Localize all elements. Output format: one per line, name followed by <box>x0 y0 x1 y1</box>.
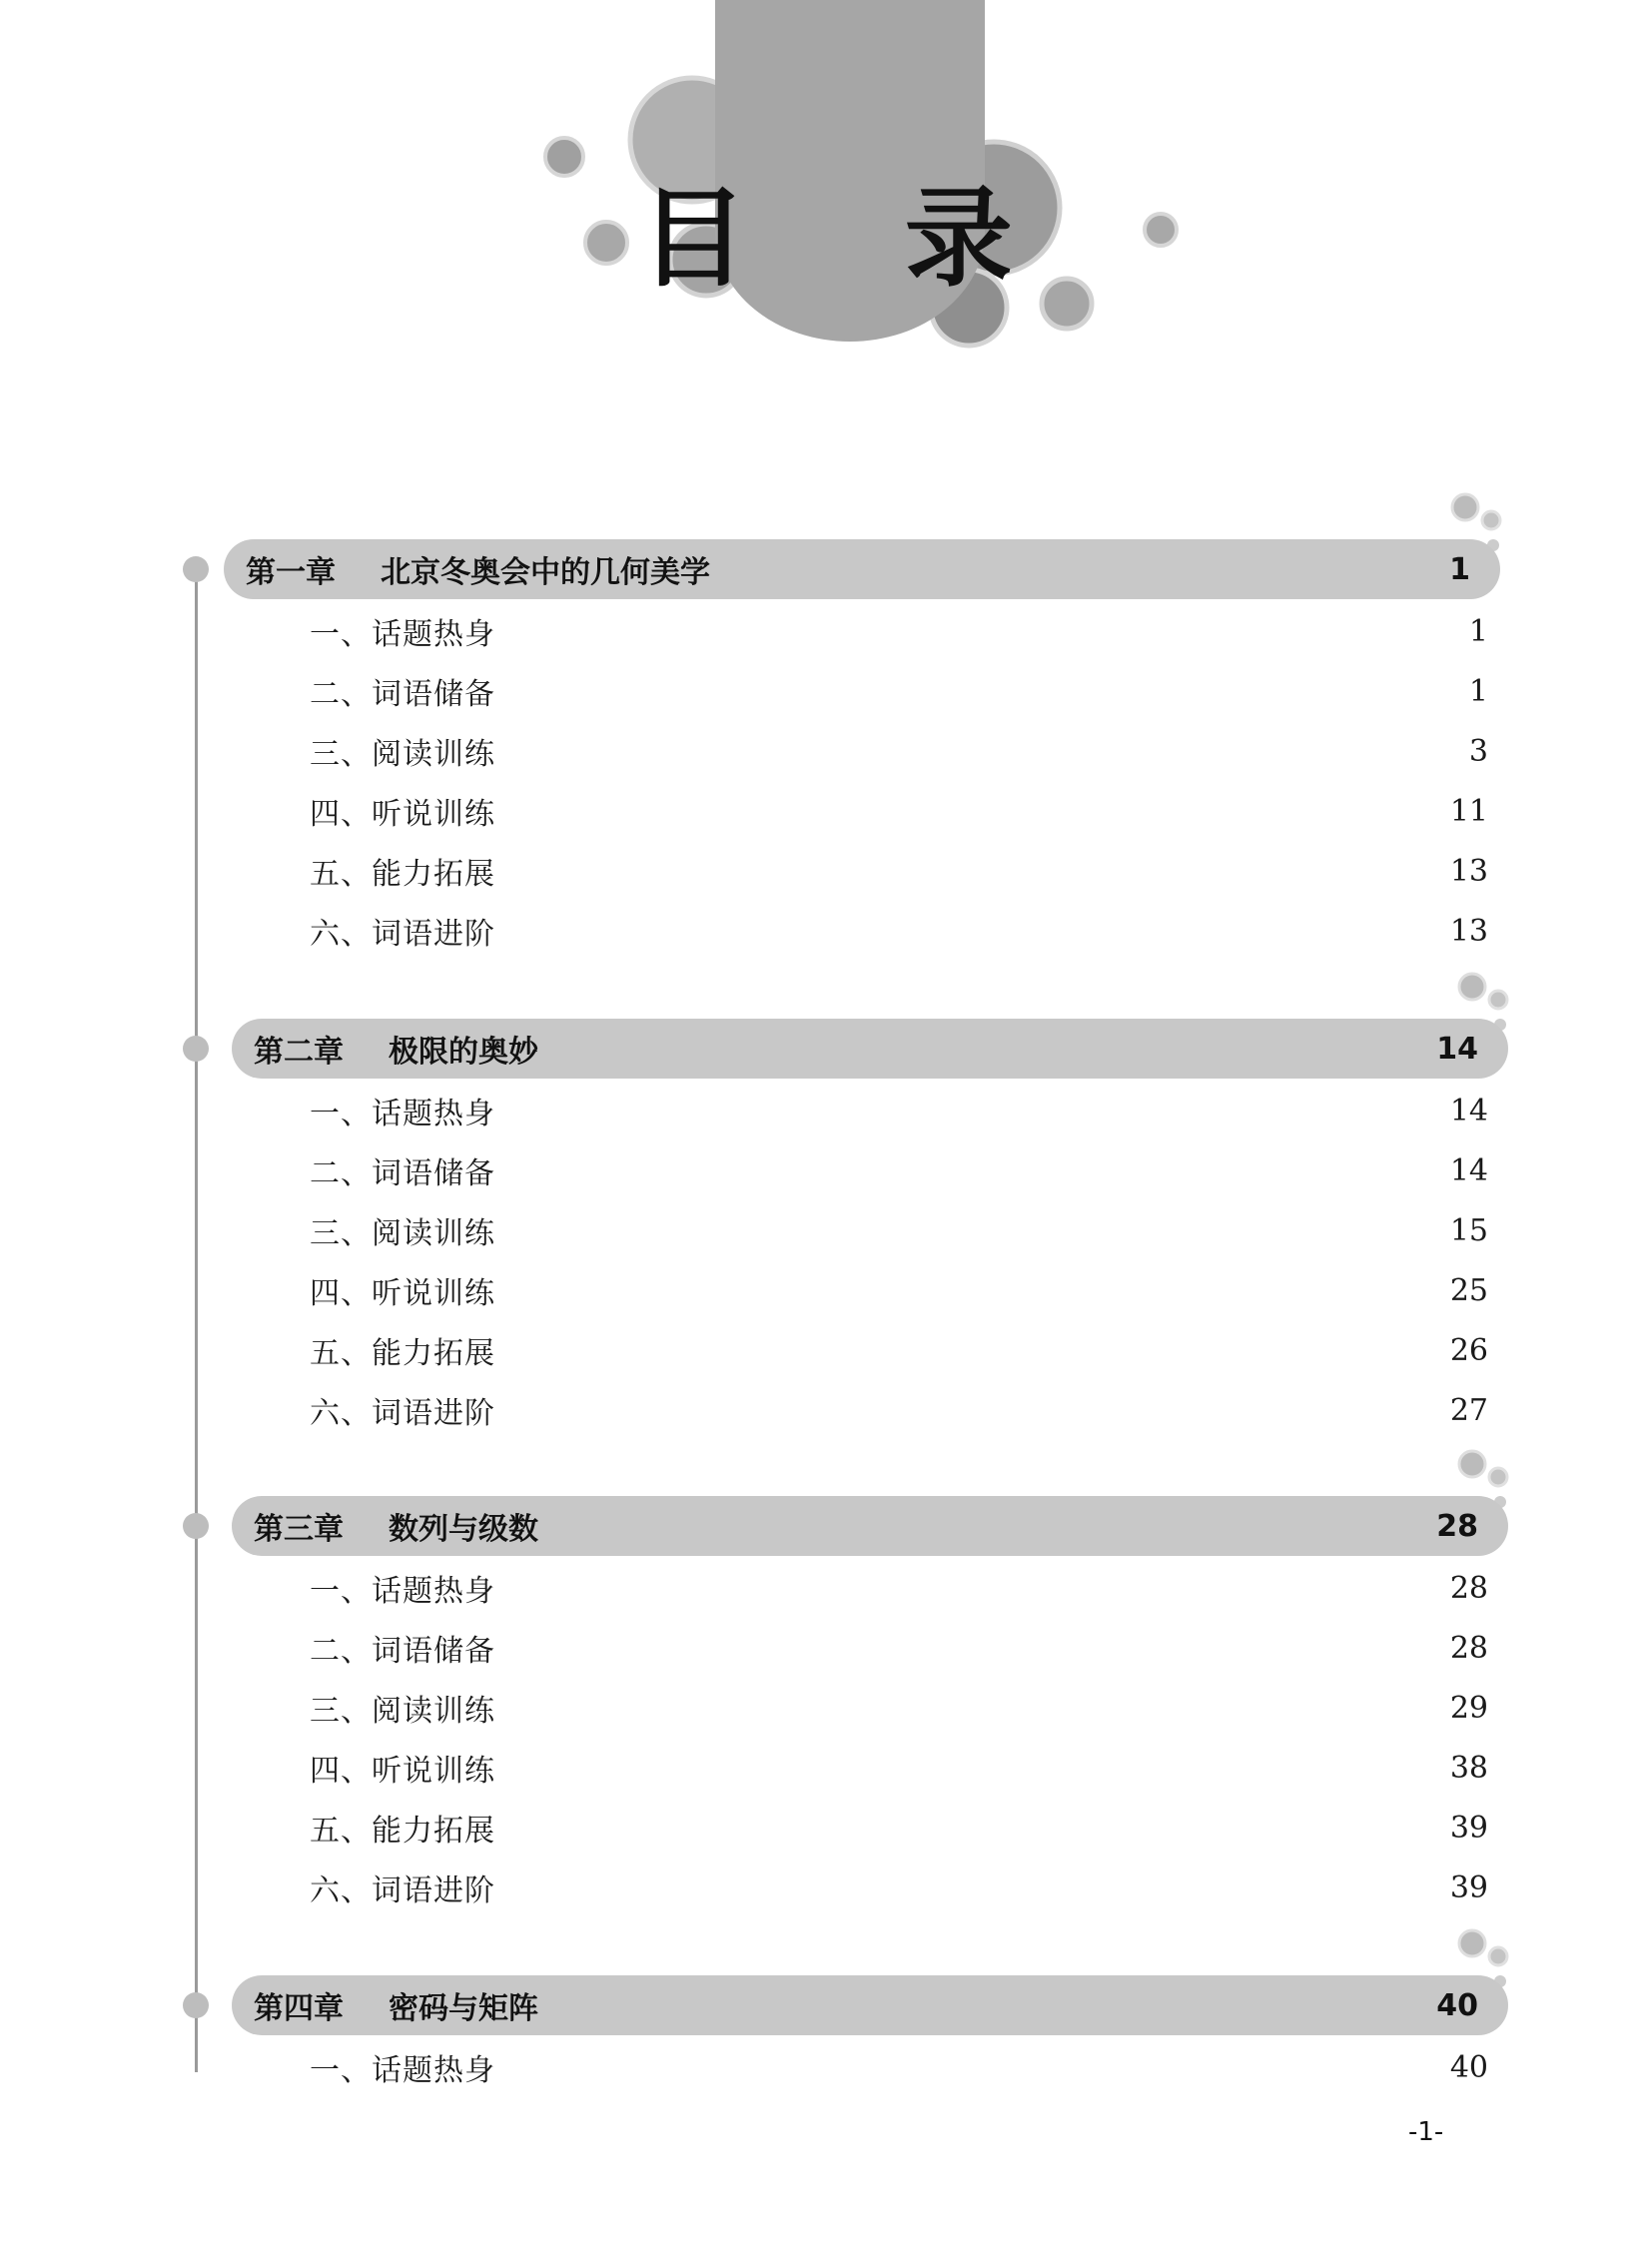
section-page-number: 14 <box>1449 1093 1488 1128</box>
section-label: 四、听说训练 <box>310 797 495 832</box>
section-label: 一、话题热身 <box>310 1097 495 1131</box>
chapter-bullet <box>183 556 209 582</box>
page-title: 目 录 <box>639 177 1073 302</box>
section-row[interactable] <box>310 1328 1488 1372</box>
timeline-line <box>195 559 198 2072</box>
section-row[interactable] <box>310 729 1488 773</box>
chapter-number: 第一章 <box>246 555 336 590</box>
section-label: 二、词语储备 <box>310 1156 495 1191</box>
section-page-number: 27 <box>1449 1392 1488 1428</box>
section-page-number: 40 <box>1449 2049 1488 2085</box>
chapter-page-number: 28 <box>1436 1508 1478 1544</box>
section-row[interactable] <box>310 1208 1488 1252</box>
section-page-number: 26 <box>1449 1332 1488 1368</box>
section-row[interactable] <box>310 1626 1488 1670</box>
section-page-number: 15 <box>1449 1212 1488 1248</box>
section-label: 二、词语储备 <box>310 677 495 712</box>
footer-page-number: -1- <box>1408 2117 1444 2147</box>
chapter-row[interactable] <box>232 1496 1508 1556</box>
section-page-number: 29 <box>1449 1690 1488 1726</box>
chapter-bullet <box>183 1513 209 1539</box>
chapter-title: 北京冬奥会中的几何美学 <box>381 555 710 590</box>
section-label: 六、词语进阶 <box>310 917 495 952</box>
section-label: 三、阅读训练 <box>310 1216 495 1251</box>
section-label: 一、话题热身 <box>310 617 495 652</box>
chapter-bullet <box>183 1036 209 1062</box>
section-label: 四、听说训练 <box>310 1276 495 1311</box>
section-page-number: 25 <box>1449 1272 1488 1308</box>
section-label: 六、词语进阶 <box>310 1873 495 1908</box>
section-label: 六、词语进阶 <box>310 1396 495 1431</box>
section-row[interactable] <box>310 1806 1488 1850</box>
chapter-page-number: 40 <box>1436 1987 1478 2023</box>
section-row[interactable] <box>310 609 1488 653</box>
section-page-number: 39 <box>1449 1869 1488 1905</box>
section-row[interactable] <box>310 1866 1488 1909</box>
chapter-page-number: 14 <box>1436 1031 1478 1067</box>
chapter-number: 第二章 <box>254 1035 344 1070</box>
section-row[interactable] <box>310 1566 1488 1610</box>
chapter-title: 极限的奥妙 <box>389 1035 538 1070</box>
section-page-number: 14 <box>1449 1152 1488 1188</box>
section-row[interactable] <box>310 1746 1488 1790</box>
section-page-number: 13 <box>1449 853 1488 889</box>
section-label: 二、词语储备 <box>310 1634 495 1669</box>
section-label: 三、阅读训练 <box>310 1694 495 1729</box>
chapter-row[interactable] <box>224 539 1500 599</box>
chapter-number: 第四章 <box>254 1991 344 2026</box>
section-row[interactable] <box>310 1686 1488 1730</box>
chapter-row[interactable] <box>232 1019 1508 1079</box>
section-page-number: 38 <box>1449 1750 1488 1786</box>
section-row[interactable] <box>310 1268 1488 1312</box>
section-page-number: 28 <box>1449 1630 1488 1666</box>
section-page-number: 28 <box>1449 1570 1488 1606</box>
section-row[interactable] <box>310 789 1488 833</box>
section-row[interactable] <box>310 669 1488 713</box>
section-page-number: 39 <box>1449 1810 1488 1846</box>
section-row[interactable] <box>310 909 1488 953</box>
section-label: 五、能力拓展 <box>310 857 495 892</box>
section-label: 一、话题热身 <box>310 2053 495 2088</box>
section-row[interactable] <box>310 1388 1488 1432</box>
section-row[interactable] <box>310 1089 1488 1132</box>
section-page-number: 1 <box>1468 613 1488 649</box>
section-label: 一、话题热身 <box>310 1574 495 1609</box>
section-page-number: 13 <box>1449 913 1488 949</box>
section-label: 五、能力拓展 <box>310 1336 495 1371</box>
chapter-bullet <box>183 1992 209 2018</box>
section-label: 三、阅读训练 <box>310 737 495 772</box>
chapter-row[interactable] <box>232 1975 1508 2035</box>
section-row[interactable] <box>310 2045 1488 2089</box>
section-label: 四、听说训练 <box>310 1754 495 1789</box>
section-page-number: 1 <box>1468 673 1488 709</box>
section-page-number: 3 <box>1468 733 1488 769</box>
section-row[interactable] <box>310 1148 1488 1192</box>
chapter-title: 数列与级数 <box>389 1512 538 1547</box>
section-label: 五、能力拓展 <box>310 1814 495 1849</box>
section-page-number: 11 <box>1449 793 1488 829</box>
chapter-number: 第三章 <box>254 1512 344 1547</box>
chapter-page-number: 1 <box>1449 551 1470 587</box>
section-row[interactable] <box>310 849 1488 893</box>
chapter-title: 密码与矩阵 <box>389 1991 538 2026</box>
